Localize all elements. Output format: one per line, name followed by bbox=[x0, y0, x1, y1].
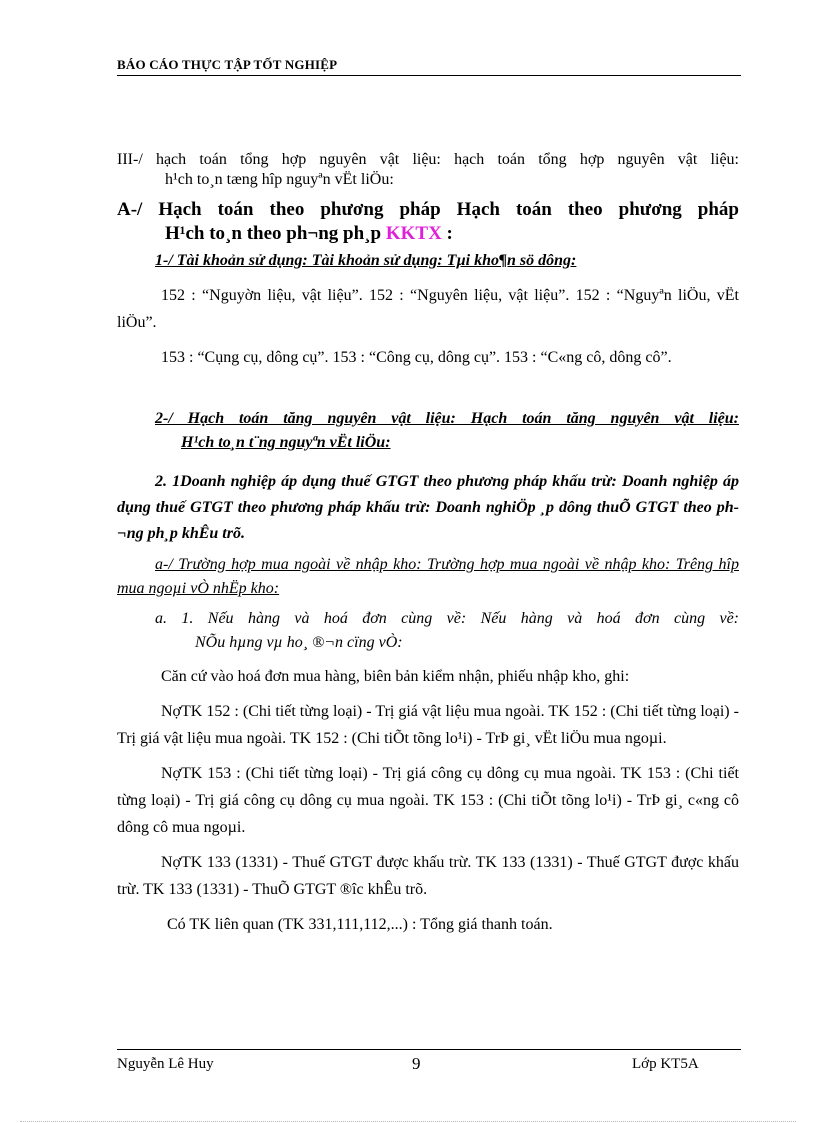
section-3-heading: III-/ hạch toán tổng hợp nguyên vật liệu: hạch toán tổng hợp nguyên vật liệu: bbox=[117, 151, 739, 168]
heading-a-purchase: a-/ Trường hợp mua ngoài về nhập kho: Trường hợp mua ngoài về nhập kho: Trêng hîp mua ngoµi vÒ nhËp kho: bbox=[117, 556, 739, 597]
header-rule bbox=[117, 75, 741, 76]
section-a-heading-cont bbox=[165, 222, 739, 246]
footer-rule bbox=[117, 1049, 741, 1050]
paragraph-152: 152 : “Nguyờn liệu, vật liệu”. 152 : “Nguyên liệu, vật liệu”. 152 : “Nguyªn liÖu, vËt liÖu”. bbox=[117, 287, 739, 331]
page-bottom-divider bbox=[20, 1121, 796, 1122]
paragraph-debit-153: NợTK 153 : (Chi tiết từng loại) - Trị giá công cụ dông cụ mua ngoài. TK 153 : (Chi tiết từng loại) - Trị giá công cụ dông cụ mua ngoài. TK 153 : (Chi tiÕt tõng lo¹i) - TrÞ gi¸ c«ng cô dông cô mua ngoµi. bbox=[117, 765, 739, 836]
heading-2-increase: 2-/ Hạch toán tăng nguyên vật liệu: Hạch toán tăng nguyên vật liệu: bbox=[155, 410, 739, 427]
heading-1-accounts: 1-/ Tài khoản sử dụng: Tài khoản sử dụng: Tµi kho¶n sö dông: bbox=[155, 252, 577, 269]
section-3-heading-cont: h¹ch to¸n tæng hîp nguyªn vËt liÖu: bbox=[165, 171, 394, 188]
section-a-colon: : bbox=[446, 223, 453, 244]
paragraph-basis: Căn cứ vào hoá đơn mua hàng, biên bản kiểm nhận, phiếu nhập kho, ghi: bbox=[161, 668, 630, 685]
section-a-text: H¹ch to¸n theo ph¬ng ph¸p bbox=[165, 223, 382, 244]
paragraph-debit-152: NợTK 152 : (Chi tiết từng loại) - Trị giá vật liệu mua ngoài. TK 152 : (Chi tiết từng loại) - Trị giá vật liệu mua ngoài. TK 152 : (Chi tiÕt tõng lo¹i) - TrÞ gi¸ vËt liÖu mua ngoµi. bbox=[117, 703, 739, 747]
section-a-heading: A-/ Hạch toán theo phương pháp Hạch toán theo phương pháp bbox=[117, 199, 739, 220]
heading-2-1-vat: 2. 1Doanh nghiệp áp dụng thuế GTGT theo phương pháp khấu trừ: Doanh nghiệp áp dụng thuế GTGT theo phương pháp khấu trừ: Doanh nghiÖp ¸p dông thuÕ GTGT theo ph¬ng ph¸p khÊu trõ. bbox=[117, 473, 739, 542]
footer-author: Nguyễn Lê Huy bbox=[117, 1056, 214, 1072]
footer-class: Lớp KT5A bbox=[632, 1056, 699, 1072]
page-body bbox=[117, 150, 739, 938]
heading-2-increase-cont: H¹ch to¸n t¨ng nguyªn vËt liÖu: bbox=[181, 434, 391, 451]
paragraph-153: 153 : “Cụng cụ, dông cụ”. 153 : “Công cụ, dông cụ”. 153 : “C«ng cô, dông cô”. bbox=[161, 349, 672, 366]
paragraph-credit: Có TK liên quan (TK 331,111,112,...) : Tổng giá thanh toán. bbox=[167, 916, 553, 933]
page-number: 9 bbox=[412, 1054, 421, 1073]
heading-a1-goods-invoice: a. 1. Nếu hàng và hoá đơn cùng về: Nếu hàng và hoá đơn cùng về: bbox=[155, 610, 739, 627]
kktx-highlight: KKTX bbox=[385, 223, 442, 244]
heading-a1-goods-invoice-cont: NÕu hµng vµ ho¸ ®¬n cïng vÒ: bbox=[195, 634, 403, 651]
paragraph-debit-133: NợTK 133 (1331) - Thuế GTGT được khấu trừ. TK 133 (1331) - Thuế GTGT được khấu trừ. TK 133 (1331) - ThuÕ GTGT ®îc khÊu trõ. bbox=[117, 854, 739, 898]
header-title: BÁO CÁO THỰC TẬP TỐT NGHIỆP bbox=[117, 57, 338, 72]
